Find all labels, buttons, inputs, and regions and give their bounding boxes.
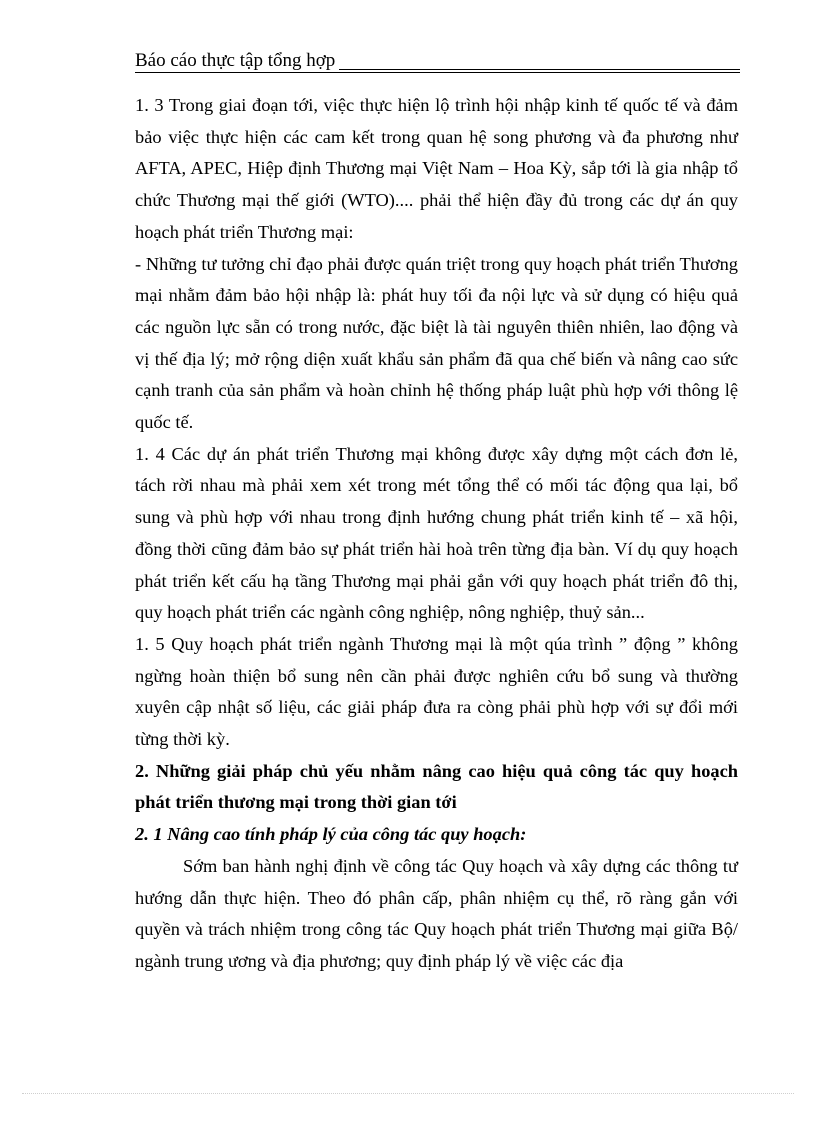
paragraph-bullet: - Những tư tưởng chỉ đạo phải được quán triệt trong quy hoạch phát triển Thương mại nhằm đảm bảo hội nhập là: phát huy tối đa nội lực và sử dụng có hiệu quả các nguồn lực sẵn có trong nước, đặc biệt là tài nguyên thiên nhiên, lao động và vị thế địa lý; mở rộng diện xuất khẩu sản phẩm đã qua chế biến và nâng cao sức cạnh tranh của sản phẩm và hoàn chỉnh hệ thống pháp luật phù hợp với thông lệ quốc tế. (135, 253, 738, 433)
section-heading-2: 2. Những giải pháp chủ yếu nhằm nâng cao hiệu quả công tác quy hoạch phát triển thương mại trong thời gian tới (135, 760, 738, 813)
paragraph-1-4: 1. 4 Các dự án phát triển Thương mại không được xây dựng một cách đơn lẻ, tách rời nhau mà phải xem xét trong mét tổng thể có mối tác động qua lại, bổ sung và phù hợp với nhau trong định hướng chung phát triển kinh tế – xã hội, đồng thời cũng đảm bảo sự phát triển hài hoà trên từng địa bàn. Ví dụ quy hoạch phát triển kết cấu hạ tầng Thương mại phải gắn với quy hoạch phát triển đô thị, quy hoạch phát triển các ngành công nghiệp, nông nghiệp, thuỷ sản... (135, 443, 738, 623)
header-title: Báo cáo thực tập tổng hợp (135, 50, 339, 72)
page-header (135, 50, 740, 72)
subsection-heading-2-1: 2. 1 Nâng cao tính pháp lý của công tác quy hoạch: (135, 824, 527, 845)
document-body (135, 90, 738, 978)
paragraph-1-3: 1. 3 Trong giai đoạn tới, việc thực hiện lộ trình hội nhập kinh tế quốc tế và đảm bảo việc thực hiện các cam kết trong quan hệ song phương và đa phương như AFTA, APEC, Hiệp định Thương mại Việt Nam – Hoa Kỳ, sắp tới là gia nhập tổ chức Thương mại thế giới (WTO).... phải thể hiện đầy đủ trong các dự án quy hoạch phát triển Thương mại: (135, 95, 738, 242)
header-rule-bottom (135, 72, 740, 73)
page-bottom-divider (22, 1093, 794, 1094)
paragraph-2-1: Sớm ban hành nghị định về công tác Quy hoạch và xây dựng các thông tư hướng dẫn thực hiện. Theo đó phân cấp, phân nhiệm cụ thể, rõ ràng gắn với quyền và trách nhiệm trong công tác Quy hoạch phát triển Thương mại giữa Bộ/ ngành trung ương và địa phương; quy định pháp lý về việc các địa (135, 855, 738, 971)
paragraph-1-5: 1. 5 Quy hoạch phát triển ngành Thương mại là một qúa trình ” động ” không ngừng hoàn thiện bổ sung nên cần phải được nghiên cứu bổ sung và thường xuyên cập nhật số liệu, các giải pháp đưa ra còng phải phù hợp với sự đổi mới từng thời kỳ. (135, 633, 738, 750)
